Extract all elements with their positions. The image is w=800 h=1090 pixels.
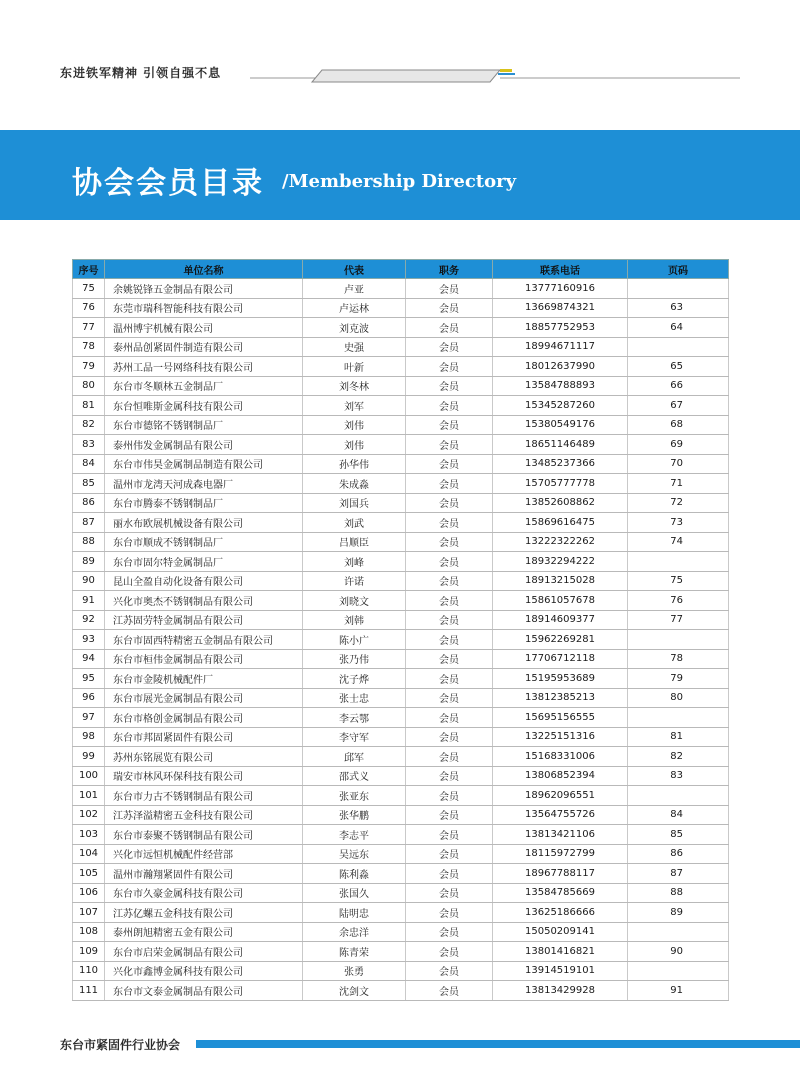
cell-page [628, 552, 729, 572]
cell-role: 会员 [406, 805, 493, 825]
cell-phone: 18967788117 [493, 864, 628, 884]
cell-role: 会员 [406, 396, 493, 416]
cell-role: 会员 [406, 981, 493, 1001]
table-row [73, 337, 729, 357]
cell-no: 94 [73, 649, 105, 669]
cell-phone: 13813429928 [493, 981, 628, 1001]
table-row [73, 708, 729, 728]
cell-page: 87 [628, 864, 729, 884]
table-row [73, 318, 729, 338]
cell-no: 82 [73, 415, 105, 435]
table-row [73, 630, 729, 650]
header-slogan: 东进铁军精神 引领自强不息 [60, 66, 222, 80]
cell-rep: 刘韩 [303, 610, 406, 630]
cell-rep: 叶新 [303, 357, 406, 377]
cell-no: 84 [73, 454, 105, 474]
cell-page: 73 [628, 513, 729, 533]
cell-phone: 13584788893 [493, 376, 628, 396]
cell-name: 温州市龙湾天河成森电器厂 [105, 474, 303, 494]
cell-phone: 13777160916 [493, 279, 628, 299]
page-subtitle: /Membership Directory [282, 171, 517, 192]
cell-page: 90 [628, 942, 729, 962]
cell-rep: 李守军 [303, 727, 406, 747]
cell-page: 72 [628, 493, 729, 513]
cell-name: 东台市展光金属制品有限公司 [105, 688, 303, 708]
cell-name: 东台市桓伟金属制品有限公司 [105, 649, 303, 669]
cell-page [628, 279, 729, 299]
cell-name: 昆山全盈自动化设备有限公司 [105, 571, 303, 591]
cell-no: 109 [73, 942, 105, 962]
cell-rep: 陈青荣 [303, 942, 406, 962]
col-header-no: 序号 [73, 260, 105, 279]
cell-phone: 13222322262 [493, 532, 628, 552]
cell-role: 会员 [406, 688, 493, 708]
cell-phone: 13564755726 [493, 805, 628, 825]
cell-role: 会员 [406, 318, 493, 338]
cell-name: 兴化市奥杰不锈钢制品有限公司 [105, 591, 303, 611]
cell-rep: 张勇 [303, 961, 406, 981]
cell-name: 江苏泽溢精密五金科技有限公司 [105, 805, 303, 825]
cell-role: 会员 [406, 825, 493, 845]
cell-phone: 15695156555 [493, 708, 628, 728]
cell-phone: 13914519101 [493, 961, 628, 981]
cell-page: 79 [628, 669, 729, 689]
cell-name: 兴化市远恒机械配件经营部 [105, 844, 303, 864]
cell-rep: 吕顺臣 [303, 532, 406, 552]
cell-rep: 张华鹏 [303, 805, 406, 825]
cell-page: 68 [628, 415, 729, 435]
col-header-name: 单位名称 [105, 260, 303, 279]
cell-no: 93 [73, 630, 105, 650]
cell-rep: 刘伟 [303, 415, 406, 435]
cell-no: 81 [73, 396, 105, 416]
table-row [73, 435, 729, 455]
cell-role: 会员 [406, 649, 493, 669]
table-row [73, 571, 729, 591]
cell-rep: 陈利淼 [303, 864, 406, 884]
cell-no: 101 [73, 786, 105, 806]
cell-rep: 刘伟 [303, 435, 406, 455]
cell-role: 会员 [406, 571, 493, 591]
cell-no: 104 [73, 844, 105, 864]
table-row [73, 591, 729, 611]
cell-role: 会员 [406, 357, 493, 377]
table-row [73, 922, 729, 942]
cell-phone: 15195953689 [493, 669, 628, 689]
cell-no: 76 [73, 298, 105, 318]
cell-no: 78 [73, 337, 105, 357]
cell-page: 84 [628, 805, 729, 825]
cell-name: 东台市伟昊金属制品制造有限公司 [105, 454, 303, 474]
cell-phone: 17706712118 [493, 649, 628, 669]
cell-no: 95 [73, 669, 105, 689]
col-header-page: 页码 [628, 260, 729, 279]
cell-role: 会员 [406, 435, 493, 455]
cell-phone: 13812385213 [493, 688, 628, 708]
cell-page: 75 [628, 571, 729, 591]
cell-no: 107 [73, 903, 105, 923]
col-header-phone: 联系电话 [493, 260, 628, 279]
table-row [73, 864, 729, 884]
cell-page: 86 [628, 844, 729, 864]
cell-no: 83 [73, 435, 105, 455]
cell-rep: 张国久 [303, 883, 406, 903]
cell-role: 会员 [406, 922, 493, 942]
cell-rep: 刘晓文 [303, 591, 406, 611]
cell-page: 64 [628, 318, 729, 338]
page-title: 协会会员目录 [72, 166, 264, 201]
cell-rep: 沈剑文 [303, 981, 406, 1001]
table-row [73, 903, 729, 923]
cell-page: 83 [628, 766, 729, 786]
cell-page: 70 [628, 454, 729, 474]
cell-rep: 余忠洋 [303, 922, 406, 942]
cell-phone: 13813421106 [493, 825, 628, 845]
cell-name: 泰州品创紧固件制造有限公司 [105, 337, 303, 357]
cell-phone: 13852608862 [493, 493, 628, 513]
cell-name: 泰州朗旭精密五金有限公司 [105, 922, 303, 942]
table-row [73, 766, 729, 786]
cell-rep: 张乃伟 [303, 649, 406, 669]
cell-rep: 刘武 [303, 513, 406, 533]
cell-phone: 13225151316 [493, 727, 628, 747]
table-row [73, 474, 729, 494]
cell-rep: 陈小广 [303, 630, 406, 650]
table-row [73, 942, 729, 962]
table-header-row [73, 260, 729, 279]
cell-phone: 13806852394 [493, 766, 628, 786]
cell-page [628, 708, 729, 728]
cell-role: 会员 [406, 864, 493, 884]
cell-name: 东台市金陵机械配件厂 [105, 669, 303, 689]
cell-phone: 18932294222 [493, 552, 628, 572]
cell-no: 87 [73, 513, 105, 533]
cell-phone: 15705777778 [493, 474, 628, 494]
col-header-role: 职务 [406, 260, 493, 279]
cell-role: 会员 [406, 454, 493, 474]
cell-page: 67 [628, 396, 729, 416]
cell-phone: 15962269281 [493, 630, 628, 650]
cell-name: 泰州伟发金属制品有限公司 [105, 435, 303, 455]
cell-name: 东台市泰聚不锈钢制品有限公司 [105, 825, 303, 845]
cell-no: 105 [73, 864, 105, 884]
cell-name: 东台市固西特精密五金制品有限公司 [105, 630, 303, 650]
cell-no: 100 [73, 766, 105, 786]
cell-page: 65 [628, 357, 729, 377]
cell-role: 会员 [406, 415, 493, 435]
cell-page: 89 [628, 903, 729, 923]
cell-phone: 13669874321 [493, 298, 628, 318]
table-row [73, 981, 729, 1001]
cell-phone: 13485237366 [493, 454, 628, 474]
cell-no: 90 [73, 571, 105, 591]
table-row [73, 844, 729, 864]
cell-no: 92 [73, 610, 105, 630]
cell-role: 会员 [406, 630, 493, 650]
cell-rep: 刘峰 [303, 552, 406, 572]
cell-role: 会员 [406, 474, 493, 494]
cell-phone: 18012637990 [493, 357, 628, 377]
cell-no: 111 [73, 981, 105, 1001]
cell-rep: 刘冬林 [303, 376, 406, 396]
cell-no: 79 [73, 357, 105, 377]
table-row [73, 786, 729, 806]
cell-rep: 吴远东 [303, 844, 406, 864]
cell-rep: 刘国兵 [303, 493, 406, 513]
cell-page: 80 [628, 688, 729, 708]
cell-name: 东台市顺成不锈钢制品厂 [105, 532, 303, 552]
cell-page: 82 [628, 747, 729, 767]
table-row [73, 357, 729, 377]
cell-role: 会员 [406, 669, 493, 689]
cell-role: 会员 [406, 513, 493, 533]
cell-rep: 朱成淼 [303, 474, 406, 494]
cell-no: 86 [73, 493, 105, 513]
col-header-rep: 代表 [303, 260, 406, 279]
cell-name: 东台市文泰金属制品有限公司 [105, 981, 303, 1001]
cell-name: 江苏固劳特金属制品有限公司 [105, 610, 303, 630]
cell-name: 东台市邦固紧固件有限公司 [105, 727, 303, 747]
cell-page [628, 961, 729, 981]
cell-rep: 沈子烨 [303, 669, 406, 689]
cell-name: 温州市瀚翔紧固件有限公司 [105, 864, 303, 884]
cell-name: 兴化市鑫博金属科技有限公司 [105, 961, 303, 981]
cell-rep: 许诺 [303, 571, 406, 591]
cell-no: 103 [73, 825, 105, 845]
table-row [73, 883, 729, 903]
cell-phone: 18914609377 [493, 610, 628, 630]
cell-phone: 15861057678 [493, 591, 628, 611]
cell-page: 71 [628, 474, 729, 494]
cell-phone: 15380549176 [493, 415, 628, 435]
cell-no: 77 [73, 318, 105, 338]
cell-phone: 15168331006 [493, 747, 628, 767]
cell-rep: 刘军 [303, 396, 406, 416]
cell-role: 会员 [406, 727, 493, 747]
cell-name: 温州博宇机械有限公司 [105, 318, 303, 338]
cell-role: 会员 [406, 532, 493, 552]
cell-no: 91 [73, 591, 105, 611]
cell-rep: 李志平 [303, 825, 406, 845]
cell-phone: 13584785669 [493, 883, 628, 903]
cell-page: 76 [628, 591, 729, 611]
cell-name: 东台市启荣金属制品有限公司 [105, 942, 303, 962]
table-row [73, 552, 729, 572]
cell-role: 会员 [406, 298, 493, 318]
cell-rep: 张亚东 [303, 786, 406, 806]
table-row [73, 298, 729, 318]
cell-name: 苏州东铭展览有限公司 [105, 747, 303, 767]
cell-phone: 15050209141 [493, 922, 628, 942]
cell-page: 66 [628, 376, 729, 396]
cell-page [628, 630, 729, 650]
cell-name: 东台市腾泰不锈钢制品厂 [105, 493, 303, 513]
cell-page: 85 [628, 825, 729, 845]
cell-rep: 邵式义 [303, 766, 406, 786]
cell-role: 会员 [406, 766, 493, 786]
table-row [73, 396, 729, 416]
cell-no: 80 [73, 376, 105, 396]
cell-name: 苏州工品一号网络科技有限公司 [105, 357, 303, 377]
cell-page: 77 [628, 610, 729, 630]
cell-phone: 18962096551 [493, 786, 628, 806]
table-row [73, 279, 729, 299]
cell-phone: 13801416821 [493, 942, 628, 962]
cell-no: 108 [73, 922, 105, 942]
table-row [73, 454, 729, 474]
cell-rep: 卢运林 [303, 298, 406, 318]
cell-name: 丽水布欧展机械设备有限公司 [105, 513, 303, 533]
cell-role: 会员 [406, 786, 493, 806]
table-row [73, 825, 729, 845]
table-row [73, 415, 729, 435]
cell-page [628, 337, 729, 357]
table-row [73, 688, 729, 708]
table-row [73, 493, 729, 513]
cell-role: 会员 [406, 552, 493, 572]
cell-role: 会员 [406, 961, 493, 981]
cell-name: 东台市冬顺林五金制品厂 [105, 376, 303, 396]
cell-no: 88 [73, 532, 105, 552]
table-row [73, 961, 729, 981]
cell-name: 东莞市瑞科智能科技有限公司 [105, 298, 303, 318]
cell-phone: 18651146489 [493, 435, 628, 455]
cell-page: 78 [628, 649, 729, 669]
cell-role: 会员 [406, 591, 493, 611]
cell-name: 东台市德铭不锈钢制品厂 [105, 415, 303, 435]
cell-phone: 18994671117 [493, 337, 628, 357]
cell-page: 74 [628, 532, 729, 552]
footer-bar [196, 1040, 800, 1048]
cell-no: 89 [73, 552, 105, 572]
cell-no: 75 [73, 279, 105, 299]
cell-phone: 18115972799 [493, 844, 628, 864]
cell-page: 63 [628, 298, 729, 318]
cell-role: 会员 [406, 279, 493, 299]
cell-page [628, 922, 729, 942]
header-decoration [0, 60, 800, 90]
table-row [73, 727, 729, 747]
cell-no: 85 [73, 474, 105, 494]
cell-page: 69 [628, 435, 729, 455]
cell-no: 97 [73, 708, 105, 728]
cell-phone: 18913215028 [493, 571, 628, 591]
cell-name: 瑞安市林风环保科技有限公司 [105, 766, 303, 786]
table-row [73, 805, 729, 825]
table-row [73, 649, 729, 669]
cell-rep: 李云鄂 [303, 708, 406, 728]
cell-rep: 张士忠 [303, 688, 406, 708]
cell-name: 江苏亿螺五金科技有限公司 [105, 903, 303, 923]
cell-page: 91 [628, 981, 729, 1001]
table-row [73, 376, 729, 396]
table-row [73, 513, 729, 533]
cell-phone: 15869616475 [493, 513, 628, 533]
cell-name: 东台市久豪金属科技有限公司 [105, 883, 303, 903]
cell-no: 99 [73, 747, 105, 767]
cell-rep: 史强 [303, 337, 406, 357]
cell-name: 东台市力古不锈钢制品有限公司 [105, 786, 303, 806]
cell-role: 会员 [406, 610, 493, 630]
cell-name: 东台市格创金属制品有限公司 [105, 708, 303, 728]
cell-role: 会员 [406, 337, 493, 357]
cell-no: 96 [73, 688, 105, 708]
cell-role: 会员 [406, 942, 493, 962]
cell-role: 会员 [406, 376, 493, 396]
cell-role: 会员 [406, 747, 493, 767]
member-table [72, 259, 729, 1001]
cell-rep: 孙华伟 [303, 454, 406, 474]
cell-phone: 15345287260 [493, 396, 628, 416]
cell-page [628, 786, 729, 806]
table-row [73, 532, 729, 552]
table-row [73, 669, 729, 689]
cell-role: 会员 [406, 883, 493, 903]
cell-rep: 邱军 [303, 747, 406, 767]
cell-name: 余姚锐锋五金制品有限公司 [105, 279, 303, 299]
cell-no: 110 [73, 961, 105, 981]
table-row [73, 747, 729, 767]
footer-org: 东台市紧固件行业协会 [60, 1038, 181, 1052]
cell-page: 88 [628, 883, 729, 903]
cell-rep: 卢亚 [303, 279, 406, 299]
cell-role: 会员 [406, 708, 493, 728]
cell-page: 81 [628, 727, 729, 747]
cell-phone: 13625186666 [493, 903, 628, 923]
cell-phone: 18857752953 [493, 318, 628, 338]
cell-no: 102 [73, 805, 105, 825]
table-body [73, 279, 729, 1001]
cell-role: 会员 [406, 493, 493, 513]
cell-no: 106 [73, 883, 105, 903]
cell-role: 会员 [406, 844, 493, 864]
cell-no: 98 [73, 727, 105, 747]
table-row [73, 610, 729, 630]
cell-role: 会员 [406, 903, 493, 923]
cell-rep: 刘克波 [303, 318, 406, 338]
cell-rep: 陆明忠 [303, 903, 406, 923]
cell-name: 东台市固尔特金属制品厂 [105, 552, 303, 572]
cell-name: 东台恒唯斯金属科技有限公司 [105, 396, 303, 416]
